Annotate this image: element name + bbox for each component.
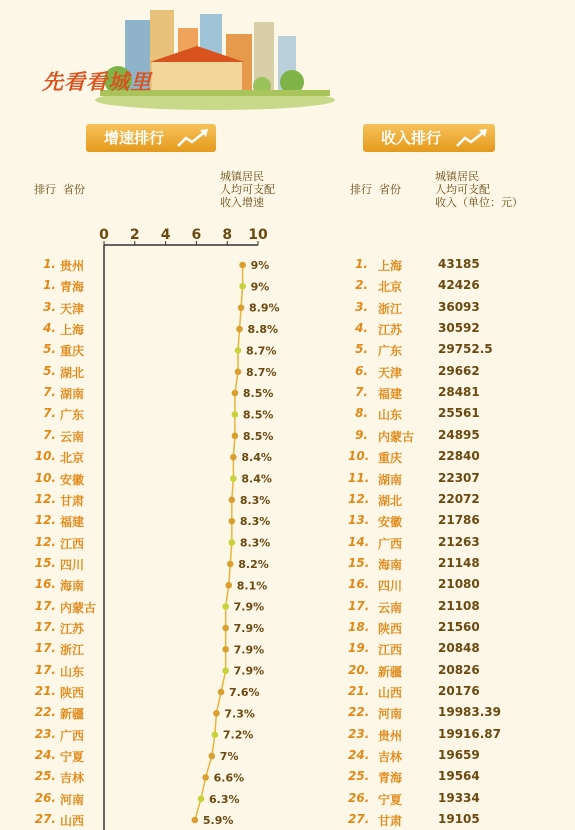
growth-rank: 26. (34, 790, 56, 805)
data-label: 8.2% (238, 557, 269, 571)
growth-rank: 12. (34, 513, 56, 528)
data-label: 8.3% (239, 493, 271, 507)
growth-province: 浙江 (60, 643, 85, 658)
income-value: 21786 (438, 513, 480, 528)
income-rank: 19. (348, 641, 370, 656)
income-province: 广东 (378, 344, 403, 359)
growth-province: 山东 (60, 664, 85, 679)
income-value: 21148 (438, 555, 480, 570)
data-label: 7% (219, 750, 239, 764)
growth-rank: 1. (43, 257, 56, 271)
growth-rank: 17. (34, 598, 56, 613)
data-point (232, 390, 239, 397)
right-header-metric-line1: 城镇居民 (435, 170, 479, 183)
growth-province: 宁夏 (60, 750, 85, 765)
growth-rank: 3. (43, 299, 56, 314)
growth-rank: 24. (34, 748, 56, 763)
data-point (235, 347, 242, 354)
income-value: 29662 (438, 363, 480, 378)
income-province: 江苏 (378, 323, 403, 338)
growth-rank: 10. (34, 470, 56, 485)
income-rank: 16. (348, 577, 370, 592)
income-province: 天津 (378, 365, 403, 380)
income-province: 上海 (378, 259, 403, 273)
growth-rank: 17. (34, 641, 56, 656)
growth-rank: 12. (34, 491, 56, 506)
data-point (229, 518, 236, 525)
income-rank: 6. (355, 363, 368, 378)
data-point (192, 817, 199, 824)
income-rank: 8. (355, 406, 368, 421)
growth-province: 江苏 (60, 621, 85, 636)
data-label: 8.3% (239, 515, 271, 529)
income-value: 19916.87 (438, 726, 502, 741)
income-rank: 18. (348, 619, 370, 634)
data-point (222, 603, 229, 610)
data-label: 8.9% (249, 301, 280, 315)
growth-rank: 10. (34, 449, 56, 464)
income-rank: 22. (348, 705, 370, 720)
growth-rank: 25. (34, 769, 56, 784)
income-rank: 9. (355, 427, 368, 442)
growth-rank: 17. (34, 662, 56, 677)
income-value: 24895 (438, 427, 480, 442)
income-value: 43185 (438, 257, 480, 271)
growth-province: 上海 (60, 323, 85, 338)
growth-rank: 22. (34, 705, 56, 720)
growth-province: 海南 (60, 579, 85, 594)
growth-province: 贵州 (60, 259, 85, 273)
income-rank: 20. (348, 662, 370, 677)
income-rank: 10. (348, 449, 370, 464)
data-point (218, 689, 225, 696)
income-rank: 17. (348, 598, 370, 613)
data-point (227, 561, 234, 568)
data-label: 8.8% (247, 323, 279, 337)
growth-rank: 21. (34, 684, 56, 698)
data-label: 8.7% (245, 365, 277, 379)
data-label: 9% (250, 280, 270, 294)
growth-province: 青海 (60, 280, 85, 295)
income-province: 贵州 (378, 728, 403, 743)
left-header-province: 省份 (63, 183, 85, 196)
growth-rank: 5. (43, 363, 56, 378)
income-value: 21108 (438, 598, 480, 613)
data-label: 7.9% (233, 621, 265, 635)
x-tick-label: 0 (99, 227, 109, 243)
growth-province: 陕西 (60, 686, 85, 700)
page-title: 先看看城里 (42, 70, 152, 94)
growth-rank: 7. (43, 385, 56, 400)
growth-rank: 15. (34, 555, 56, 570)
income-value: 20826 (438, 662, 480, 677)
income-province: 湖南 (378, 472, 403, 487)
income-province: 重庆 (378, 451, 403, 466)
data-label: 7.9% (233, 643, 265, 657)
income-rank: 25. (348, 769, 370, 784)
growth-province: 四川 (60, 557, 85, 572)
income-value: 19983.39 (438, 705, 502, 720)
data-point (230, 454, 237, 461)
data-label: 8.5% (242, 387, 274, 401)
income-rank: 2. (355, 278, 368, 293)
income-province: 云南 (378, 600, 403, 615)
data-point (236, 326, 243, 333)
data-point (239, 283, 246, 290)
data-point (232, 433, 239, 440)
x-tick-label: 8 (222, 227, 233, 243)
data-label: 6.3% (209, 792, 240, 806)
growth-province: 重庆 (60, 344, 85, 359)
data-label: 7.2% (222, 728, 254, 742)
left-header-metric-line1: 城镇居民 (220, 170, 264, 183)
income-value: 28481 (438, 385, 480, 400)
data-point (230, 475, 237, 482)
income-value: 29752.5 (438, 342, 493, 357)
data-point (213, 710, 220, 717)
income-value: 21560 (438, 619, 480, 634)
income-rank: 23. (348, 726, 370, 741)
income-rank: 27. (348, 812, 370, 827)
growth-province: 广西 (60, 728, 85, 743)
growth-province: 新疆 (60, 707, 85, 722)
data-point (229, 497, 236, 504)
growth-province: 甘肃 (60, 493, 85, 508)
data-label: 7.9% (233, 600, 265, 614)
income-rank: 14. (348, 534, 370, 549)
income-province: 新疆 (378, 664, 403, 679)
income-value: 19659 (438, 748, 480, 763)
income-province: 安徽 (378, 515, 403, 530)
growth-province: 内蒙古 (60, 600, 97, 615)
data-label: 7.9% (233, 664, 265, 678)
growth-rank: 27. (34, 812, 56, 827)
data-point (229, 539, 236, 546)
left-header-metric-line2: 人均可支配 (220, 183, 275, 196)
income-province: 福建 (378, 387, 403, 402)
income-rank: 1. (355, 257, 368, 271)
data-label: 7.3% (224, 707, 255, 721)
income-rank: 7. (355, 385, 368, 400)
income-value: 19105 (438, 812, 480, 827)
income-value: 20176 (438, 684, 480, 698)
growth-rank: 23. (34, 726, 56, 741)
income-province: 河南 (378, 707, 403, 722)
income-rank: 11. (348, 470, 370, 485)
data-label: 5.9% (202, 814, 234, 828)
right-header-metric-line3: 收入（单位：元） (435, 196, 523, 209)
left-header-metric-line3: 收入增速 (220, 196, 264, 209)
income-value: 22072 (438, 491, 480, 506)
data-label: 7.6% (229, 686, 260, 699)
income-province: 浙江 (378, 301, 403, 316)
data-label: 8.7% (245, 344, 277, 358)
income-province: 湖北 (378, 493, 403, 508)
income-rank: 12. (348, 491, 370, 506)
income-value: 22307 (438, 470, 480, 485)
income-rank: 26. (348, 790, 370, 805)
income-value: 19334 (438, 790, 480, 805)
income-value: 30592 (438, 321, 480, 336)
income-province: 吉林 (378, 750, 403, 765)
income-value: 20848 (438, 641, 480, 656)
data-point (235, 368, 242, 375)
left-header-rank: 排行 (34, 183, 56, 196)
data-point (209, 753, 216, 760)
growth-rank: 5. (43, 342, 56, 357)
data-point (222, 646, 229, 653)
data-label: 8.4% (241, 472, 272, 486)
income-rank: 4. (355, 321, 368, 336)
income-value: 22840 (438, 449, 480, 464)
growth-province: 云南 (60, 429, 85, 444)
x-tick-label: 2 (129, 227, 140, 243)
right-header-metric-line2: 人均可支配 (435, 183, 490, 196)
data-point (225, 582, 232, 589)
income-rank: 24. (348, 748, 370, 763)
growth-province: 北京 (60, 451, 85, 466)
data-label: 9% (250, 259, 270, 272)
income-rank: 5. (355, 342, 368, 357)
income-province: 北京 (378, 280, 403, 295)
data-point (212, 731, 219, 738)
data-label: 8.4% (241, 451, 272, 465)
income-value: 21080 (438, 577, 480, 592)
growth-province: 广东 (60, 408, 85, 423)
data-label: 8.1% (236, 579, 268, 593)
growth-rank: 7. (43, 406, 56, 421)
income-province: 四川 (378, 579, 403, 594)
income-value: 25561 (438, 406, 480, 421)
income-value: 42426 (438, 278, 480, 293)
income-rank: 15. (348, 555, 370, 570)
data-point (202, 774, 209, 781)
income-value: 36093 (438, 299, 480, 314)
data-point (198, 795, 205, 802)
right-header-province: 省份 (379, 183, 401, 196)
growth-rank: 1. (43, 278, 56, 293)
income-rank: 21. (348, 684, 370, 698)
income-province: 甘肃 (378, 814, 403, 829)
data-point (239, 262, 246, 269)
income-province: 广西 (378, 536, 403, 551)
income-province: 海南 (378, 557, 403, 572)
growth-province: 吉林 (60, 771, 85, 786)
income-province: 内蒙古 (378, 429, 415, 444)
growth-rank: 4. (43, 321, 56, 336)
income-province: 青海 (378, 771, 403, 786)
growth-province: 江西 (60, 536, 85, 551)
income-province: 宁夏 (378, 792, 403, 807)
growth-province: 天津 (60, 301, 85, 316)
x-tick-label: 10 (248, 227, 268, 243)
growth-province: 安徽 (60, 472, 85, 487)
income-value: 19564 (438, 769, 480, 784)
growth-rank: 16. (34, 577, 56, 592)
growth-province: 湖北 (60, 365, 85, 380)
growth-rank: 17. (34, 619, 56, 634)
growth-province: 山西 (60, 814, 85, 829)
right-header-rank: 排行 (350, 183, 372, 196)
data-label: 6.6% (213, 771, 245, 785)
data-point (238, 304, 245, 311)
income-province: 陕西 (378, 621, 403, 636)
x-tick-label: 4 (160, 227, 171, 243)
growth-province: 河南 (60, 792, 85, 807)
income-value: 21263 (438, 534, 480, 549)
data-label: 8.3% (239, 536, 271, 550)
income-rank: 13. (348, 513, 370, 528)
income-province: 山西 (378, 686, 403, 700)
income-ranking-label: 收入排行 (381, 129, 442, 147)
growth-rank: 12. (34, 534, 56, 549)
data-label: 8.5% (242, 408, 274, 422)
growth-ranking-label: 增速排行 (104, 129, 165, 147)
income-province: 山东 (378, 408, 403, 423)
data-point (222, 667, 229, 674)
x-tick-label: 6 (191, 227, 202, 243)
growth-rank: 7. (43, 427, 56, 442)
income-province: 江西 (378, 643, 403, 658)
growth-province: 福建 (60, 515, 85, 530)
data-label: 8.5% (242, 429, 274, 443)
income-rank: 3. (355, 299, 368, 314)
data-point (222, 625, 229, 632)
growth-province: 湖南 (60, 387, 85, 402)
data-point (232, 411, 239, 418)
